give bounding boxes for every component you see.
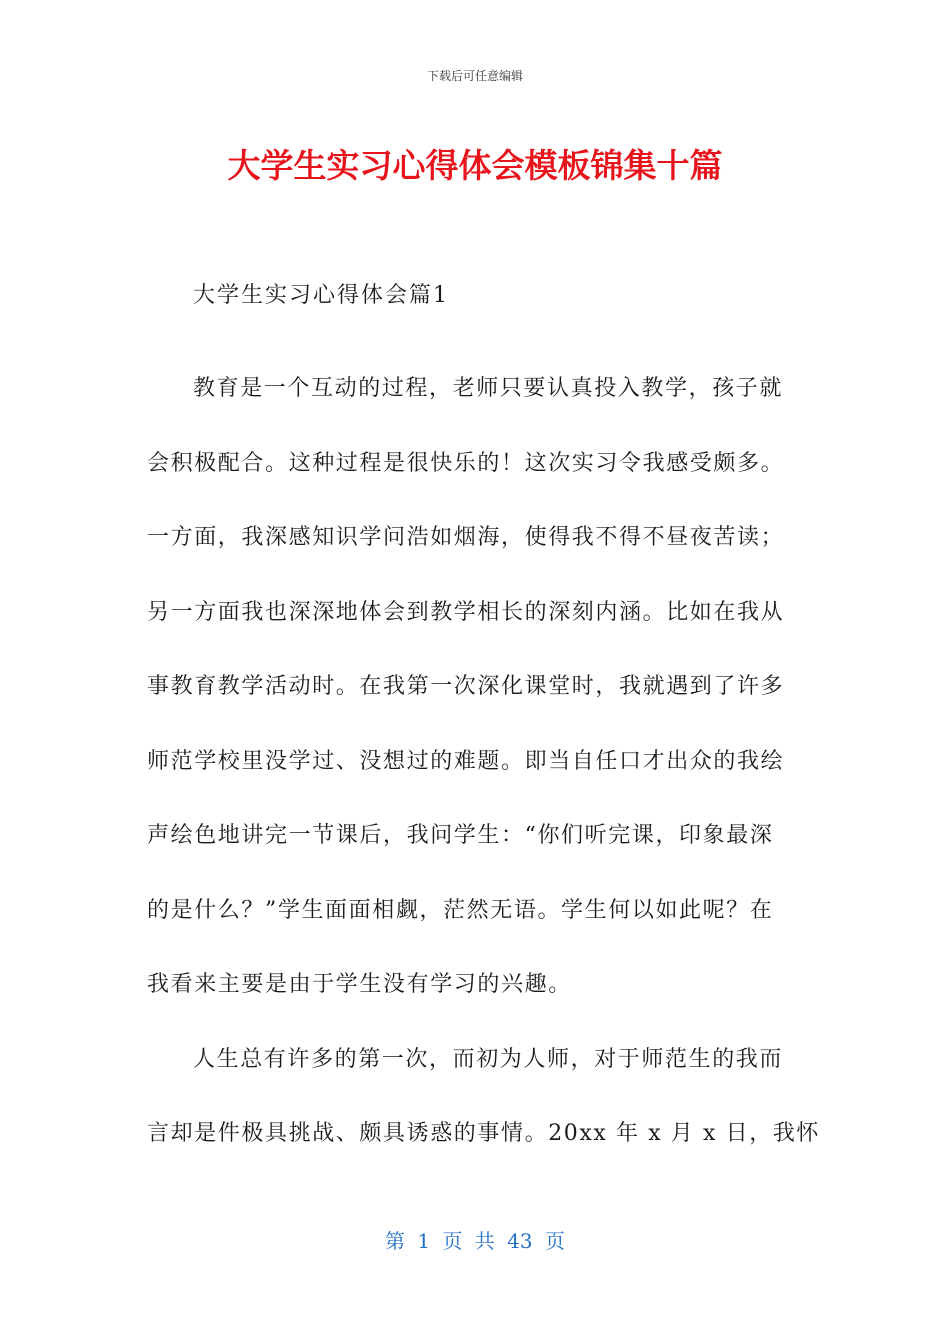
paragraph-line: 事教育教学活动时。在我第一次深化课堂时，我就遇到了许多 xyxy=(147,674,785,699)
paragraph-line: 会积极配合。这种过程是很快乐的！这次实习令我感受颇多。 xyxy=(147,450,785,476)
paragraph-line: 声绘色地讲完一节课后，我问学生：“你们听完课，印象最深 xyxy=(147,823,774,848)
paragraph-line: 师范学校里没学过、没想过的难题。即当自任口才出众的我绘 xyxy=(147,748,785,774)
paragraph-line: 教育是一个互动的过程，老师只要认真投入教学，孩子就 xyxy=(193,376,784,401)
document-title: 大学生实习心得体会模板锦集十篇 xyxy=(227,146,723,185)
paragraph-line: 一方面，我深感知识学问浩如烟海，使得我不得不昼夜苦读； xyxy=(147,525,785,550)
header-note: 下载后可任意编辑 xyxy=(426,69,523,83)
paragraph-line: 人生总有许多的第一次，而初为人师，对于师范生的我而 xyxy=(193,1046,784,1072)
page-number-footer: 第 1 页 共 43 页 xyxy=(385,1229,565,1253)
paragraph-1 xyxy=(147,352,795,1023)
paragraph-2 xyxy=(147,1023,820,1172)
section-heading: 大学生实习心得体会篇1 xyxy=(193,283,449,308)
paragraph-line: 我看来主要是由于学生没有学习的兴趣。 xyxy=(147,972,572,997)
paragraph-line: 另一方面我也深深地体会到教学相长的深刻内涵。比如在我从 xyxy=(147,599,785,625)
paragraph-line: 言却是件极具挑战、颇具诱惑的事情。20xx 年 x 月 x 日，我怀 xyxy=(147,1121,820,1146)
document-body xyxy=(147,278,820,1172)
paragraph-line: 的是什么？”学生面面相觑，茫然无语。学生何以如此呢？在 xyxy=(147,897,774,923)
